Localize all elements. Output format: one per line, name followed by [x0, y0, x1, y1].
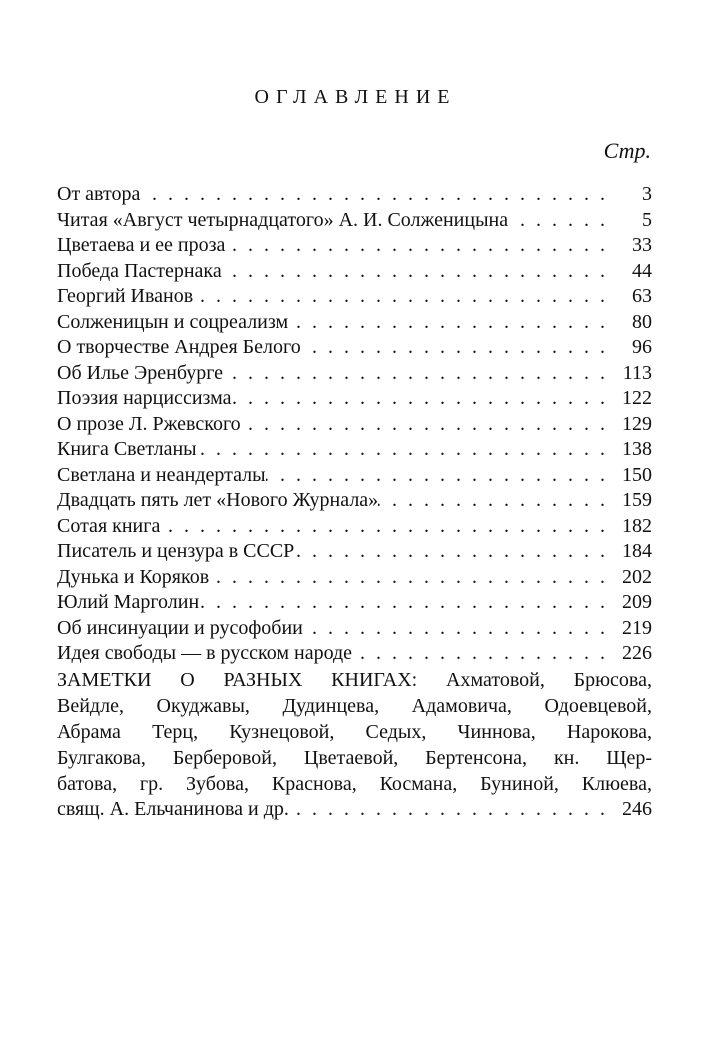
- toc-entry[interactable]: [57, 182, 652, 208]
- toc-entry[interactable]: [57, 565, 652, 591]
- toc-page-number: 3: [642, 183, 652, 205]
- toc-entry-title: Юлий Марголин: [57, 591, 200, 613]
- toc-entry[interactable]: [57, 590, 652, 616]
- dot-leader: [140, 182, 608, 208]
- toc-page-number: 113: [622, 361, 652, 384]
- dot-leader: [193, 284, 608, 310]
- notes-line: Абрама Терц, Кузнецовой, Седых, Чиннова, Нарокова,: [57, 720, 652, 743]
- toc-entry-title: Книга Светланы: [57, 438, 197, 460]
- toc-entry-title: Солженицын и соцреализм: [57, 310, 289, 333]
- dot-leader: [222, 259, 608, 285]
- toc-page-number: 184: [622, 540, 652, 562]
- toc-entry[interactable]: [57, 208, 652, 234]
- dot-leader: [232, 386, 608, 412]
- table-of-contents: [57, 182, 652, 823]
- notes-line: Вейдле, Окуджавы, Дудинцева, Адамовича, Одоевцевой,: [57, 694, 652, 717]
- toc-page-number: 182: [622, 514, 652, 537]
- dot-leader: [378, 488, 608, 514]
- toc-entry-title: Писатель и цензура в СССР: [57, 540, 295, 562]
- toc-page-number: 246: [622, 797, 652, 820]
- toc-page-number: 150: [622, 463, 652, 486]
- notes-last-line-text: свящ. А. Ельчанинова и др.: [57, 797, 289, 820]
- toc-entry-title: О прозе Л. Ржевского: [57, 412, 241, 435]
- toc-page-number: 63: [632, 285, 652, 307]
- toc-entry[interactable]: [57, 488, 652, 514]
- dot-leader: [223, 361, 608, 387]
- notes-line: батова, гр. Зубова, Краснова, Космана, Буниной, Клюева,: [57, 772, 652, 795]
- notes-line: ЗАМЕТКИ О РАЗНЫХ КНИГАХ: Ахматовой, Брюсова,: [57, 668, 652, 691]
- dot-leader: [301, 335, 608, 361]
- dot-leader: [288, 310, 608, 336]
- toc-entry-title: От автора: [57, 183, 141, 205]
- toc-entry-title: Об инсинуации и русофобии: [57, 616, 303, 639]
- toc-page-number: 122: [622, 387, 652, 409]
- toc-entry-title: Двадцать пять лет «Нового Журнала»: [57, 489, 379, 511]
- toc-entry[interactable]: [57, 539, 652, 565]
- toc-entry[interactable]: [57, 310, 652, 336]
- dot-leader: [197, 437, 608, 463]
- toc-entry-title: Цветаева и ее проза: [57, 234, 226, 256]
- toc-entry-title: Дунька и Коряков: [57, 565, 210, 588]
- toc-page-number: 96: [632, 336, 652, 358]
- toc-entry-title: Победа Пастернака: [57, 259, 222, 282]
- toc-entry-title: Георгий Иванов: [57, 285, 194, 307]
- toc-page-number: 159: [622, 489, 652, 511]
- dot-leader: [209, 565, 608, 591]
- toc-page-number: 219: [622, 616, 652, 639]
- toc-entry-title: Поэзия нарциссизма: [57, 387, 232, 409]
- dot-leader: [225, 233, 608, 259]
- dot-leader: [160, 514, 608, 540]
- toc-entry-notes[interactable]: [57, 667, 652, 823]
- dot-leader: [241, 412, 608, 438]
- toc-page-number: 209: [622, 591, 652, 613]
- toc-entry-title: Идея свободы — в русском народе: [57, 642, 353, 664]
- toc-page-number: 138: [622, 438, 652, 460]
- dot-leader: [199, 590, 608, 616]
- dot-leader: [303, 616, 608, 642]
- dot-leader: [508, 208, 608, 234]
- toc-entry[interactable]: [57, 233, 652, 259]
- toc-page-number: 33: [632, 234, 652, 256]
- dot-leader: [289, 797, 608, 823]
- toc-entry[interactable]: [57, 463, 652, 489]
- toc-page-number: 44: [632, 259, 652, 282]
- notes-last-line: [57, 797, 652, 823]
- toc-page-number: 80: [632, 310, 652, 333]
- toc-page-number: 129: [622, 412, 652, 435]
- dot-leader: [266, 463, 608, 489]
- toc-entry-title: Светлана и неандерталы: [57, 463, 266, 486]
- toc-entry[interactable]: [57, 335, 652, 361]
- toc-entry[interactable]: [57, 412, 652, 438]
- toc-entry-title: Сотая книга: [57, 514, 161, 537]
- toc-entry[interactable]: [57, 284, 652, 310]
- dot-leader: [352, 641, 608, 667]
- contents-heading: ОГЛАВЛЕНИЕ: [254, 86, 457, 108]
- toc-entry[interactable]: [57, 259, 652, 285]
- toc-entry[interactable]: [57, 616, 652, 642]
- toc-entry[interactable]: [57, 361, 652, 387]
- toc-entry-title: Об Илье Эренбурге: [57, 361, 224, 384]
- toc-page-number: 226: [622, 642, 652, 664]
- notes-line: Булгакова, Берберовой, Цветаевой, Бертенсона, кн. Щер-: [57, 746, 652, 769]
- toc-page-number: 5: [642, 208, 652, 231]
- dot-leader: [294, 539, 608, 565]
- page-column-label: Стр.: [603, 138, 651, 163]
- toc-entry-title: Читая «Август четырнадцатого» А. И. Солженицына: [57, 208, 509, 231]
- toc-page-number: 202: [622, 565, 652, 588]
- toc-entry-title: О творчестве Андрея Белого: [57, 336, 301, 358]
- toc-entry[interactable]: [57, 386, 652, 412]
- toc-entry[interactable]: [57, 437, 652, 463]
- toc-entry[interactable]: [57, 641, 652, 667]
- toc-entry[interactable]: [57, 514, 652, 540]
- toc-entries: [57, 182, 652, 667]
